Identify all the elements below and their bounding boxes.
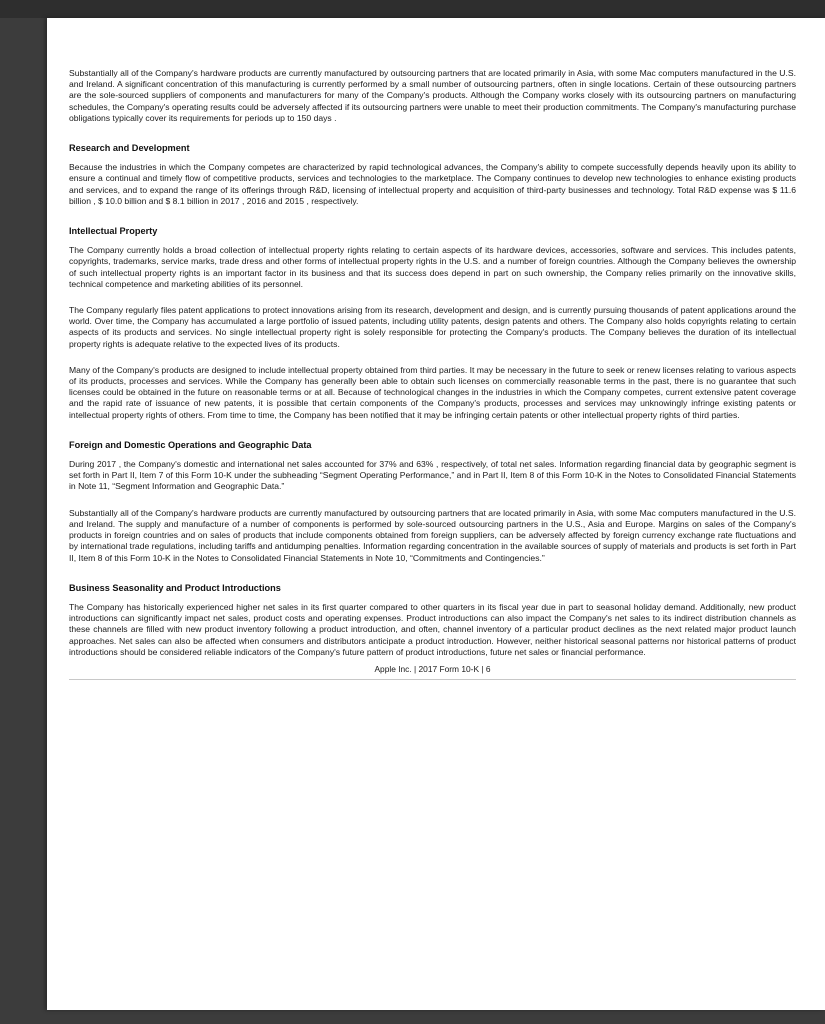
section-heading-geographic-data: Foreign and Domestic Operations and Geographic Data: [69, 439, 312, 450]
viewer-top-bar: [0, 0, 825, 18]
manufacturing-paragraph: Substantially all of the Company's hardware products are currently manufactured by outsourcing partners that are located primarily in Asia, with some Mac computers manufactured in the U.S. and Ireland. A significant concentration of this manufacturing is currently performed by a small number of outsourcing partners, often in single locations. Certain of these outsourcing partners are the sole-sourced suppliers of components and manufacturers for many of the Company's products. Although the Company works closely with its outsourcing partners on manufacturing schedules, the Company's operating results could be adversely affected if its outsourcing partners were unable to meet their production commitments. The Company's manufacturing purchase obligations typically cover its requirements for periods up to 150 days .: [69, 68, 796, 123]
intellectual-property-paragraph-3: Many of the Company's products are designed to include intellectual property obtained from third parties. It may be necessary in the future to seek or renew licenses relating to various aspects of its products, processes and services. While the Company has generally been able to obtain such licenses on commercially reasonable terms in the past, there is no guarantee that such licenses could be obtained in the future on reasonable terms or at all. Because of technological changes in the industries in which the Company competes, current extensive patent coverage and the rapid rate of issuance of new patents, it is possible that certain components of the Company's products, processes and services may unknowingly infringe existing patents or intellectual property rights of others. From time to time, the Company has been notified that it may be infringing certain patents or other intellectual property rights of third parties.: [69, 364, 796, 420]
section-heading-seasonality: Business Seasonality and Product Introductions: [69, 582, 281, 593]
seasonality-paragraph: The Company has historically experienced higher net sales in its first quarter compared to other quarters in its fiscal year due in part to seasonal holiday demand. Additionally, new product introductions can significantly impact net sales, product costs and operating expenses. Product introductions can also impact the Company's net sales to its indirect distribution channels as these channels are filled with new product inventory following a product introduction, and often, channel inventory of a particular product declines as the next related major product launch approaches. Net sales can also be affected when consumers and distributors anticipate a product introduction. However, neither historical seasonal patterns nor historical patterns of product introductions should be considered reliable indicators of the Company's future pattern of product introductions, future net sales or financial performance.: [69, 601, 796, 657]
research-development-paragraph: Because the industries in which the Company competes are characterized by rapid technological advances, the Company's ability to compete successfully depends heavily upon its ability to ensure a continual and timely flow of competitive products, services and technologies to the marketplace. The Company continues to develop new technologies to enhance existing products and services, and to expand the range of its offerings through R&D, licensing of intellectual property and acquisition of third-party businesses and technology. Total R&D expense was $ 11.6 billion , $ 10.0 billion and $ 8.1 billion in 2017 , 2016 and 2015 , respectively.: [69, 162, 796, 206]
section-heading-research-development: Research and Development: [69, 143, 190, 154]
document-page: [47, 18, 825, 1010]
intellectual-property-paragraph-1: The Company currently holds a broad collection of intellectual property rights relating to certain aspects of its hardware devices, accessories, software and services. This includes patents, copyrights, trademarks, service marks, trade dress and other forms of intellectual property rights in the U.S. and a number of foreign countries. Although the Company believes the ownership of such intellectual property rights is an important factor in its business and that its success does depend in part on such ownership, the Company relies primarily on the innovative skills, technical competence and marketing abilities of its personnel.: [69, 245, 796, 289]
geographic-data-paragraph-1: During 2017 , the Company's domestic and international net sales accounted for 37% and 63% , respectively, of total net sales. Information regarding financial data by geographic segment is set forth in Part II, Item 7 of this Form 10-K under the subheading “Segment Operating Performance,” and in Part II, Item 8 of this Form 10-K in the Notes to Consolidated Financial Statements in Note 11, “Segment Information and Geographic Data.”: [69, 459, 796, 492]
section-heading-intellectual-property: Intellectual Property: [69, 226, 158, 237]
geographic-data-paragraph-2: Substantially all of the Company's hardware products are currently manufactured by outsourcing partners that are located primarily in Asia, with some Mac computers manufactured in the U.S. and Ireland. The supply and manufacture of a number of components is performed by sole-sourced outsourcing partners in the U.S., Asia and Europe. Margins on sales of the Company's products in foreign countries and on sales of products that include components obtained from foreign suppliers, can be adversely affected by foreign currency exchange rate fluctuations and by international trade regulations, including tariffs and antidumping penalties. Information regarding concentration in the available sources of supply of materials and products is set forth in Part II, Item 8 of this Form 10-K in the Notes to Consolidated Financial Statements in Note 10, “Commitments and Contingencies.”: [69, 507, 796, 563]
intellectual-property-paragraph-2: The Company regularly files patent applications to protect innovations arising from its research, development and design, and is currently pursuing thousands of patent applications around the world. Over time, the Company has accumulated a large portfolio of issued patents, including utility patents, design patents and others. The Company also holds copyrights relating to certain aspects of its products and services. No single intellectual property right is solely responsible for protecting the Company's products. The Company believes the duration of its intellectual property rights is adequate relative to the expected lives of its products.: [69, 305, 796, 349]
page-footer: Apple Inc. | 2017 Form 10-K | 6: [69, 664, 796, 680]
page-content: [69, 68, 796, 680]
